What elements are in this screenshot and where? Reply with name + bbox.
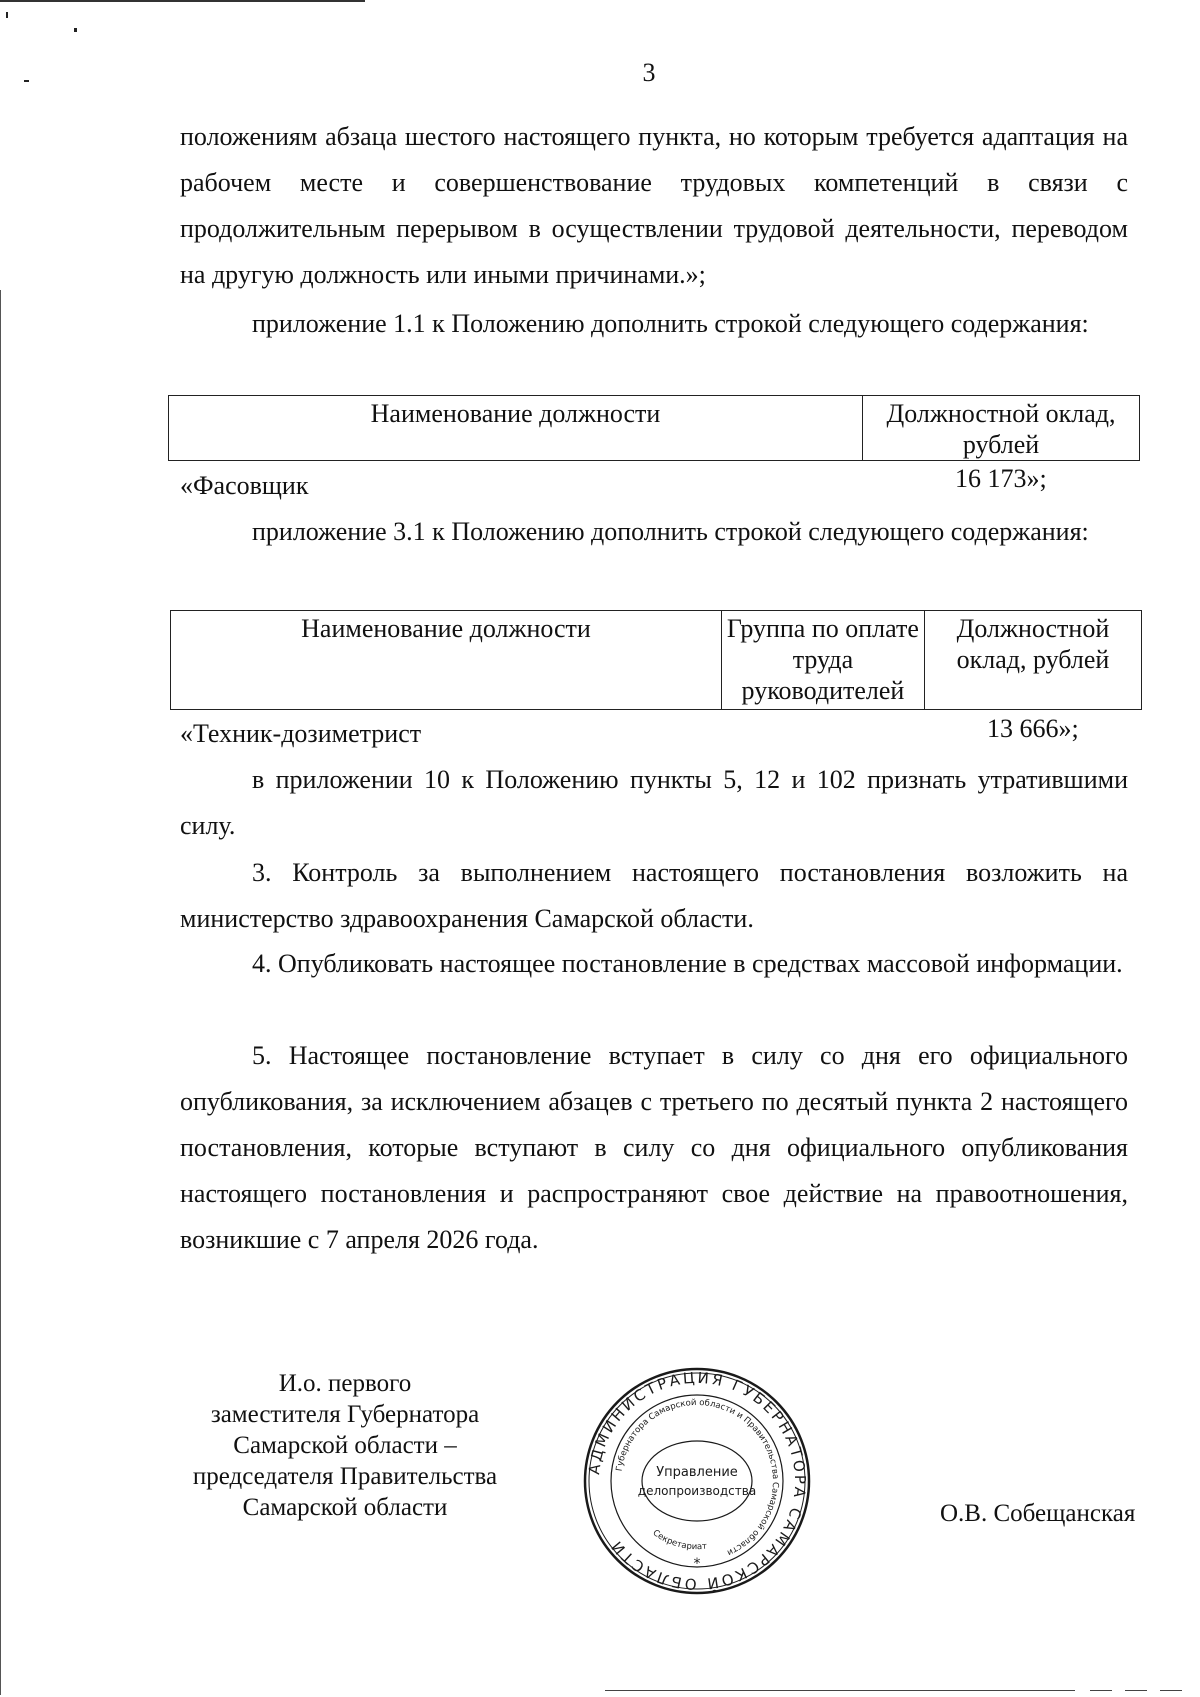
svg-text:делопроизводства: делопроизводства <box>637 1484 757 1498</box>
paragraph-appendix-1-1: приложение 1.1 к Положению дополнить строкой следующего содержания: <box>252 309 1089 338</box>
svg-text:АДМИНИСТРАЦИЯ ГУБЕРНАТОРА САМА: АДМИНИСТРАЦИЯ ГУБЕРНАТОРА САМАРСКОЙ ОБЛАСТИ <box>585 1368 810 1594</box>
scan-border-left <box>0 290 1 1695</box>
table-header-row <box>171 611 1142 710</box>
paragraph-continuation: положениям абзаца шестого настоящего пункта, но которым требуется адаптация на рабочем месте и совершенствование трудовых компетенций в связи с продолжительным перерывом в осуществлении трудовой деятельности, переводом на другую должность или иными причинами.»; <box>180 122 1128 289</box>
scan-speck <box>74 28 77 32</box>
scan-speck <box>6 12 8 18</box>
row-salary: 13 666»; <box>987 714 1079 743</box>
signatory-name: О.В. Собещанская <box>940 1500 1136 1527</box>
official-seal <box>582 1366 812 1596</box>
header-position-name: Наименование должности <box>169 396 863 461</box>
header-salary: Должностной оклад, рублей <box>862 396 1139 461</box>
paragraph-item-5: 5. Настоящее постановление вступает в силу со дня его официального опубликования, за исключением абзацев с третьего по десятый пункта 2 настоящего постановления, которые вступают в силу со дня официального опубликования настоящего постановления и распространяют свое действие на правоотношения, возникшие с 7 апреля 2026 года. <box>180 1041 1128 1254</box>
row-position-name: «Техник-дозиметрист <box>180 719 422 748</box>
header-pay-group: Группа по оплате труда руководителей <box>721 611 924 710</box>
signatory-line: И.о. первого <box>278 1370 412 1397</box>
footer-line <box>1125 1690 1147 1691</box>
table-appendix-1-1 <box>168 395 1140 461</box>
table-header-row <box>169 396 1140 461</box>
signatory-line: председателя Правительства <box>192 1463 498 1490</box>
row-position-name: «Фасовщик <box>180 471 309 500</box>
footer-line <box>605 1690 1075 1691</box>
signatory-line: Самарской области <box>242 1494 448 1521</box>
table-appendix-3-1 <box>170 610 1142 710</box>
page-number: 3 <box>642 58 656 87</box>
paragraph-appendix-3-1: приложение 3.1 к Положению дополнить строкой следующего содержания: <box>252 517 1089 546</box>
paragraph-item-4: 4. Опубликовать настоящее постановление в средствах массовой информации. <box>252 949 1123 978</box>
footer-line <box>1090 1690 1112 1691</box>
paragraph-item-3: 3. Контроль за выполнением настоящего постановления возложить на министерство здравоохранения Самарской области. <box>180 858 1128 933</box>
signatory-line: заместителя Губернатора <box>210 1401 480 1428</box>
svg-text:Секретариат: Секретариат <box>650 1528 708 1553</box>
row-salary: 16 173»; <box>955 464 1047 493</box>
header-salary: Должностной оклад, рублей <box>924 611 1141 710</box>
signatory-line: Самарской области – <box>233 1432 457 1459</box>
footer-line <box>1160 1690 1182 1691</box>
svg-text:*: * <box>693 1556 701 1572</box>
svg-text:Управление: Управление <box>656 1465 738 1480</box>
scan-border-top <box>0 0 365 2</box>
paragraph-appendix-10: в приложении 10 к Положению пункты 5, 12 и 102 признать утратившими силу. <box>180 765 1128 840</box>
signatory-position <box>160 1368 530 1523</box>
header-position-name: Наименование должности <box>171 611 722 710</box>
svg-text:Губернатора Самарской области: Губернатора Самарской области и Правительства Самарской области <box>614 1397 781 1558</box>
